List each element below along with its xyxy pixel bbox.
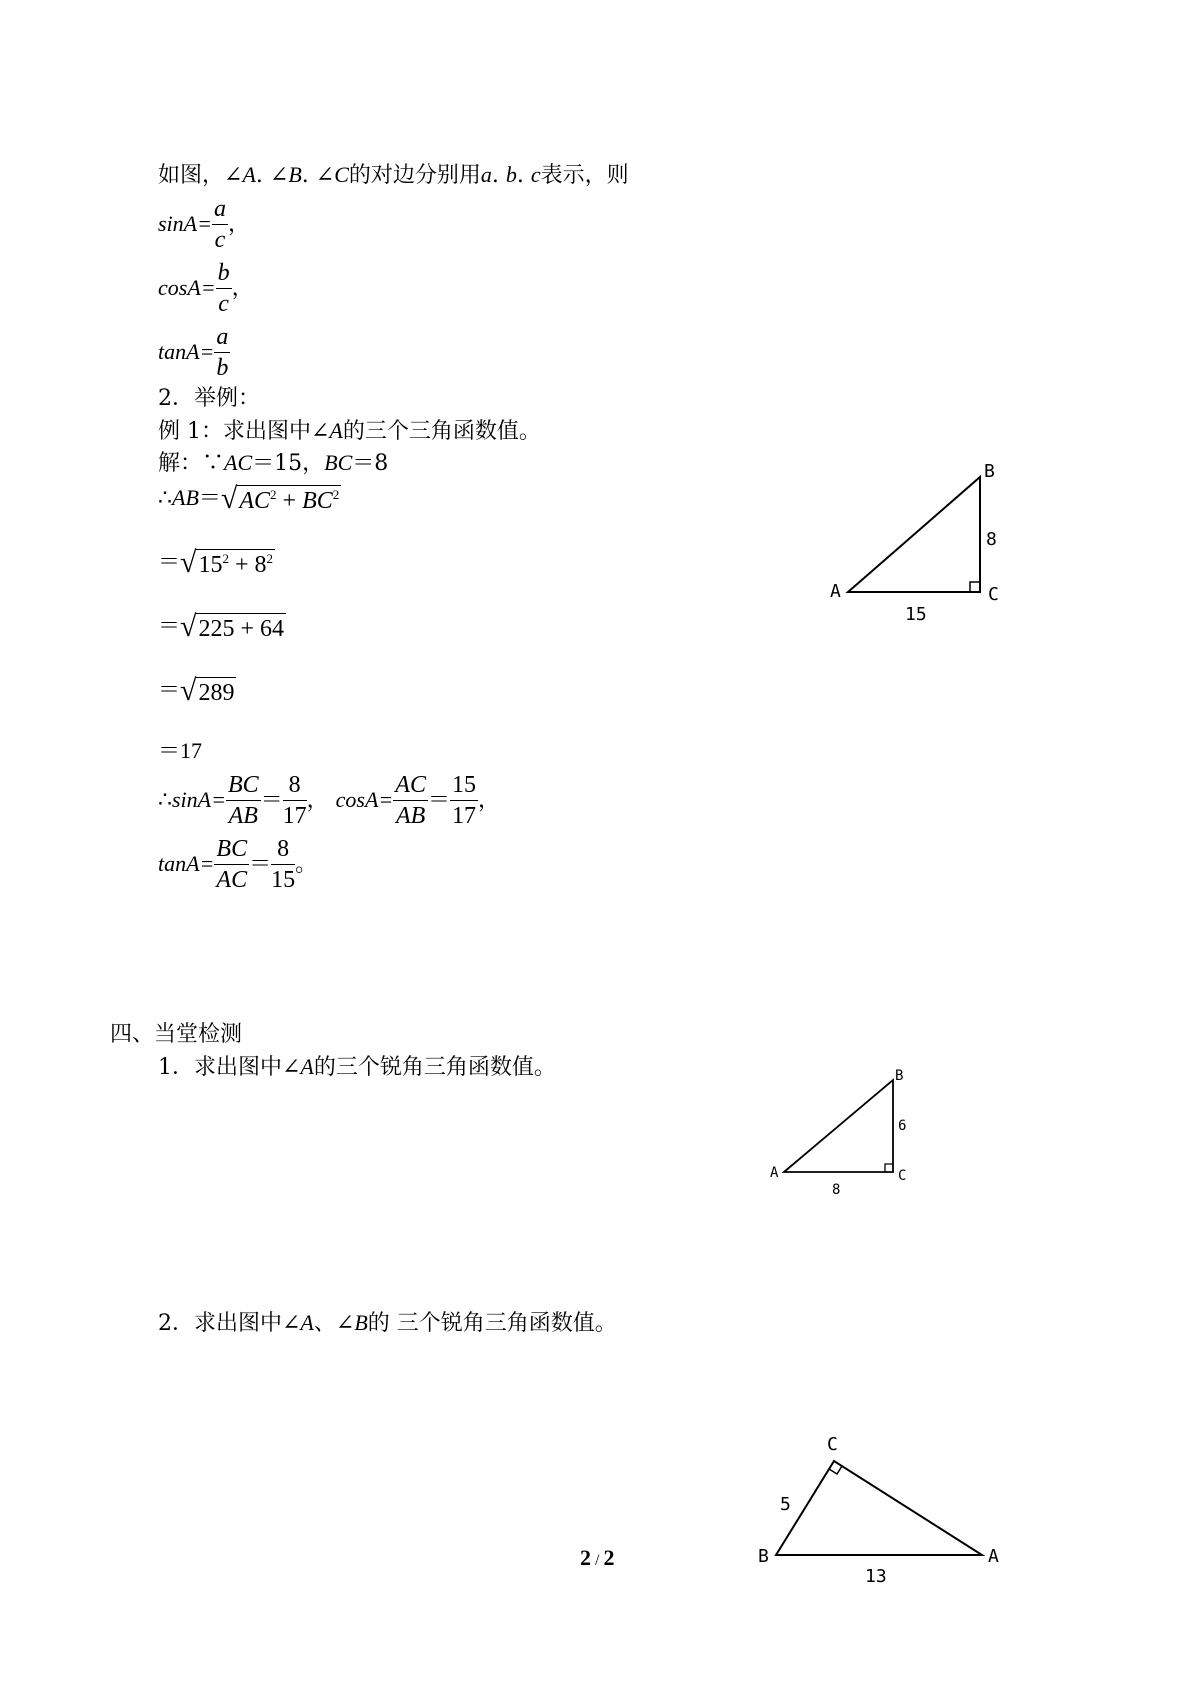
tan-ratio: [214, 836, 249, 894]
radical-sign: √: [180, 546, 197, 579]
side-c: c: [530, 162, 541, 187]
angle-a: ∠A: [224, 162, 256, 187]
equals-sign: ＝: [158, 678, 181, 703]
equals-sign: ＝: [158, 614, 181, 639]
vertex-c-label: C: [898, 1168, 907, 1184]
tan-line: [158, 836, 317, 894]
side-bc-label: 8: [986, 529, 997, 550]
step-4: [158, 676, 236, 706]
tan-value: [271, 836, 295, 894]
exponent: 2: [222, 550, 229, 566]
q1-suffix: 的三个锐角三角函数值。: [313, 1055, 556, 1080]
frac-num: BC: [226, 772, 261, 801]
sep: .: [255, 163, 270, 188]
def-fn: cosA=: [158, 274, 216, 300]
step-3: [158, 612, 286, 642]
sqrt-expression: [180, 612, 286, 642]
frac-num: BC: [214, 836, 249, 865]
vertex-b-label: B: [984, 461, 995, 482]
vertex-a-label: A: [770, 1165, 779, 1181]
question-2: [158, 1312, 617, 1335]
page-current: 2: [580, 1545, 591, 1570]
def-fraction: [216, 260, 232, 318]
def-tail: ，: [231, 275, 254, 301]
side-ab-label: 13: [865, 1566, 887, 1585]
plus: +: [276, 487, 303, 514]
angle-c: ∠C: [315, 162, 349, 187]
bc-value: ＝8: [352, 451, 389, 476]
question-1: [158, 1056, 556, 1079]
equals-sign: ＝: [158, 550, 181, 575]
term: 8: [254, 551, 267, 578]
cos-value: [450, 772, 478, 830]
def-fn: tanA=: [158, 338, 215, 364]
ac-value: ＝15，: [252, 451, 325, 476]
period: 。: [295, 851, 318, 877]
solution-given: [158, 452, 388, 475]
side-bc: BC: [324, 450, 353, 475]
plus: +: [228, 551, 255, 578]
frac-num: b: [216, 260, 232, 289]
frac-num: a: [214, 324, 230, 353]
def-fraction: [214, 324, 230, 382]
frac-den: AB: [228, 803, 258, 830]
q2-prefix: 2．求出图中: [158, 1311, 282, 1336]
sin-fn: sinA=: [172, 786, 226, 812]
vertex-c-label: C: [827, 1434, 838, 1455]
frac-den: AB: [395, 803, 426, 830]
angle-b: ∠B: [269, 162, 302, 187]
equals-sign: ＝: [260, 787, 283, 813]
triangle-outline: [784, 1080, 893, 1172]
frac-num: a: [212, 196, 228, 225]
page-total: 2: [603, 1545, 615, 1570]
triangle-figure-1: [820, 450, 1010, 625]
sin-value: [283, 772, 307, 830]
sqrt-expression: [180, 548, 275, 578]
vertex-a-label: A: [830, 581, 841, 602]
sqrt-expression: [221, 484, 341, 514]
side-ac-label: 8: [832, 1182, 841, 1198]
triangle-figure-3: [750, 1420, 1020, 1585]
equals-sign: ＝: [249, 851, 272, 877]
term: 15: [198, 551, 223, 578]
step-result: ＝17: [158, 738, 203, 763]
radical-sign: √: [180, 674, 197, 707]
def-fraction: [212, 196, 228, 254]
triangle-figure-2: [760, 1060, 930, 1200]
frac-den: b: [216, 355, 229, 382]
def-tan: [158, 324, 230, 382]
exponent: 2: [332, 486, 340, 502]
ab-equation: [158, 484, 341, 514]
q2-suffix: 的 三个锐角三角函数值。: [367, 1311, 617, 1336]
frac-den: 17: [282, 803, 307, 830]
q1-prefix: 1．求出图中: [158, 1055, 282, 1080]
section4-heading: 四、当堂检测: [110, 1022, 243, 1047]
comma: ，: [306, 787, 329, 813]
vertex-c-label: C: [988, 584, 999, 605]
example1-suffix: 的三个三角函数值。: [342, 419, 541, 444]
equals-sign: ＝: [427, 787, 450, 813]
frac-num: 8: [283, 772, 307, 801]
vertex-a-label: A: [988, 1546, 999, 1567]
right-angle-marker: [970, 582, 980, 592]
radical-sign: √: [180, 610, 197, 643]
sin-ratio: [226, 772, 261, 830]
frac-den: c: [214, 227, 226, 254]
sqrt-expression: [180, 676, 236, 706]
tan-fn: tanA=: [158, 850, 215, 876]
term: BC: [302, 487, 333, 514]
frac-num: 15: [450, 772, 478, 801]
angle-a: ∠A: [282, 1054, 314, 1079]
example1-prefix: 例 1：求出图中: [158, 419, 311, 444]
sep: .: [301, 163, 316, 188]
page-separator: /: [591, 1552, 604, 1569]
radical-sign: √: [220, 482, 238, 515]
sin-cos-line: [158, 772, 500, 830]
intro-mid: 的对边分别用: [348, 163, 481, 188]
side-bc-label: 5: [780, 1494, 791, 1515]
comma: ，: [477, 787, 500, 813]
frac-den: 17: [451, 803, 476, 830]
side-b: b: [505, 162, 517, 187]
vertex-b-label: B: [895, 1068, 904, 1084]
exponent: 2: [270, 486, 277, 502]
side-ac: AC: [224, 450, 253, 475]
side-a: a: [480, 162, 492, 187]
triangle-outline: [776, 1461, 982, 1555]
side-ac-label: 15: [905, 604, 927, 625]
radicand: 289: [196, 677, 236, 706]
frac-num: AC: [393, 772, 428, 801]
intro-line: [158, 164, 629, 187]
frac-den: AC: [216, 867, 248, 894]
equals-sign: ＝: [198, 486, 221, 511]
exponent: 2: [266, 550, 274, 566]
page-number: [580, 1545, 614, 1571]
intro-prefix: 如图，: [158, 163, 225, 188]
angle-b: ∠B: [335, 1310, 368, 1335]
separator: 、: [313, 1311, 336, 1336]
def-fn: sinA=: [158, 210, 212, 236]
radicand: 225 + 64: [196, 613, 286, 642]
cos-ratio: [393, 772, 428, 830]
step-2: [158, 548, 275, 578]
section-examples: 2．举例：: [158, 386, 260, 411]
example1-prompt: [158, 420, 541, 443]
def-tail: ，: [227, 211, 250, 237]
def-sin: [158, 196, 250, 254]
frac-den: 15: [271, 867, 296, 894]
side-ab: AB: [172, 485, 199, 510]
sep: .: [491, 163, 506, 188]
frac-num: 8: [271, 836, 295, 865]
def-cos: [158, 260, 254, 318]
intro-suffix: 表示，则: [540, 163, 629, 188]
vertex-b-label: B: [758, 1546, 769, 1567]
radicand: [237, 485, 341, 514]
side-bc-label: 6: [898, 1118, 907, 1134]
angle-a: ∠A: [311, 418, 343, 443]
angle-a: ∠A: [282, 1310, 314, 1335]
solution-intro: 解：∵: [158, 451, 225, 476]
therefore-sign: ∴: [158, 787, 172, 813]
right-angle-marker: [885, 1164, 893, 1172]
therefore-sign: ∴: [158, 486, 172, 511]
cos-fn: cosA=: [335, 786, 394, 812]
sep: .: [516, 163, 531, 188]
triangle-outline: [848, 477, 980, 592]
radicand: [196, 549, 275, 578]
frac-den: c: [218, 291, 229, 318]
term: AC: [239, 487, 271, 514]
